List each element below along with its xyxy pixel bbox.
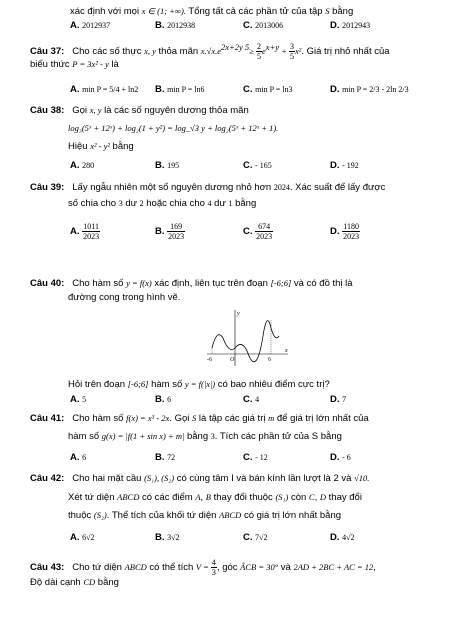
q40-stem — [30, 277, 353, 290]
x-label: x — [285, 348, 288, 354]
question-label: Câu 38: — [30, 105, 65, 116]
text: đường cong trong hình vẽ. — [68, 292, 181, 303]
q38-line3 — [68, 140, 134, 153]
math-number: 2 — [139, 199, 144, 208]
math-exponent: 2x+2y 5 — [221, 42, 250, 52]
q38-equation — [68, 122, 278, 135]
option-key: A. — [70, 226, 80, 238]
math-condition: x.√x.e — [200, 46, 222, 57]
text: thuộc — [68, 510, 94, 521]
text: dư — [211, 198, 229, 209]
text: có cùng tâm I và bán kính lần lượt là 2 và — [174, 473, 355, 484]
q41-option-a[interactable] — [70, 452, 86, 464]
text: , — [373, 562, 376, 574]
option-key: C. — [243, 452, 253, 463]
text: bằng — [184, 431, 211, 442]
option-key: B. — [155, 20, 165, 31]
text: Xét tứ diện — [68, 492, 118, 503]
q41-stem — [30, 412, 369, 425]
math-function: g(x) = |f(1 + sin x) + m| — [101, 431, 185, 441]
text: xác định với mọi — [70, 6, 140, 17]
q40-option-c[interactable] — [243, 394, 259, 406]
question-label: Câu 37: — [30, 46, 65, 58]
option-value: min P = 2/3 - 2ln 2/3 — [342, 85, 409, 94]
question-label: Câu 39: — [30, 182, 65, 193]
q39-option-b[interactable] — [155, 222, 185, 241]
question-label: Câu 41: — [30, 413, 65, 424]
q38-option-d[interactable] — [330, 160, 359, 172]
math-expression: x² - y² — [90, 141, 110, 151]
q40-option-b[interactable] — [155, 394, 171, 406]
q40-line2 — [68, 292, 180, 304]
option-fraction — [342, 222, 360, 241]
q38-stem — [30, 104, 249, 117]
text: bằng — [329, 6, 354, 17]
option-value: 72 — [167, 453, 176, 462]
text: hàm số — [148, 379, 185, 390]
option-fraction — [82, 222, 100, 241]
option-value: 7 — [342, 395, 347, 404]
q43-stem — [30, 558, 376, 577]
option-value: 195 — [167, 161, 180, 170]
math-number: 1 — [228, 199, 233, 208]
q42-stem — [30, 472, 369, 485]
math-equation: log₃(5ˣ + 12ˣ) + log₂(1 + y²) = log_√3 y + log₂(5ˣ + 12ˣ + 1). — [68, 123, 279, 133]
text: Tổng tất cả các phần tử của tập — [185, 6, 326, 17]
q41-option-c[interactable] — [243, 452, 268, 464]
math-param: m — [268, 413, 275, 423]
math: A — [195, 492, 201, 502]
math-interval: [-6;6] — [127, 379, 149, 389]
q36-option-c[interactable] — [243, 20, 283, 32]
y-label: y — [237, 311, 240, 317]
numerator: 674 — [255, 222, 273, 232]
text: biểu thức — [30, 59, 73, 70]
q41-option-d[interactable] — [330, 452, 351, 464]
math: (S₁) — [275, 492, 289, 502]
q42-line2 — [68, 491, 362, 504]
math: V = — [195, 562, 211, 573]
numerator: 1011 — [83, 222, 99, 231]
option-value: 2012943 — [342, 21, 371, 30]
option-key: C. — [243, 532, 253, 543]
text: Cho các số thực — [72, 46, 145, 58]
q38-option-a[interactable] — [70, 160, 94, 172]
option-key: C. — [243, 84, 253, 95]
option-key: D. — [330, 452, 340, 463]
text: bằng — [232, 198, 257, 209]
text: thay đổi thuộc — [211, 492, 276, 503]
option-key: B. — [155, 160, 165, 171]
option-key: D. — [330, 160, 340, 171]
option-value: 4 — [255, 395, 260, 404]
denominator: 2023 — [256, 232, 273, 241]
text: . Tích các phần tử của S bằng — [214, 431, 342, 442]
math-function: f(x) = x³ - 2x — [126, 413, 170, 423]
option-value: - 192 — [342, 161, 359, 170]
text: để giá trị lớn nhất của — [274, 413, 369, 424]
text: Hỏi trên đoạn — [68, 379, 128, 390]
math: B — [205, 492, 211, 502]
math-domain: x ∈ (1; +∞). — [141, 6, 186, 16]
text: . Giá trị nhỏ nhất của — [301, 46, 390, 58]
math-rhs: ≥ — [249, 46, 256, 57]
text: , — [200, 492, 206, 503]
q39-line2 — [68, 198, 256, 210]
text: có bao nhiêu điểm cực trị? — [215, 379, 330, 390]
text: Cho hàm số — [72, 278, 127, 289]
option-key: C. — [243, 394, 253, 405]
q41-option-b[interactable] — [155, 452, 175, 464]
question-label: Câu 42: — [30, 473, 65, 484]
q38-option-b[interactable] — [155, 160, 179, 172]
option-key: A. — [70, 394, 80, 405]
text: . Thể tích của khối tứ diện — [106, 510, 220, 521]
q39-stem — [30, 182, 385, 194]
text: và — [278, 562, 294, 574]
option-key: C. — [243, 20, 253, 31]
option-key: C. — [243, 226, 253, 238]
text: thỏa mãn — [155, 46, 201, 58]
denominator: 2023 — [168, 232, 185, 241]
origin-label: O — [230, 357, 235, 363]
math: e — [261, 46, 266, 57]
q37-option-b[interactable] — [155, 84, 204, 96]
text: và có đồ thị là — [291, 278, 353, 289]
option-key: A. — [70, 84, 80, 95]
text: Cho tứ diện — [72, 562, 125, 574]
q37-option-a[interactable] — [70, 84, 138, 96]
text: bằng — [109, 141, 134, 152]
question-label: Câu 40: — [30, 278, 65, 289]
text: Gọi — [72, 105, 90, 116]
q40-option-d[interactable] — [330, 394, 346, 406]
math-spheres: (S₁), (S₂) — [144, 473, 175, 483]
math-number: 3 — [210, 432, 215, 441]
q39-option-a[interactable] — [70, 222, 100, 241]
option-value: 4√2 — [342, 533, 355, 542]
option-value: - 165 — [255, 161, 272, 170]
option-key: A. — [70, 532, 80, 543]
q39-option-c[interactable] — [243, 222, 273, 241]
text: số chia cho — [68, 198, 119, 209]
option-key: A. — [70, 160, 80, 171]
q37-option-c[interactable] — [243, 84, 292, 96]
math: CD — [83, 577, 96, 587]
option-key: C. — [243, 160, 253, 171]
option-value: 6 — [82, 453, 87, 462]
math-set: S — [325, 6, 330, 16]
option-key: D. — [330, 394, 340, 405]
option-key: B. — [155, 452, 165, 463]
math-angle: ÂCB = 30° — [240, 562, 279, 573]
option-value: 2012938 — [167, 21, 196, 30]
option-value: 3√2 — [167, 533, 180, 542]
text: Hiệu — [68, 141, 91, 152]
math-function: y = f(x) — [126, 278, 152, 288]
math: ABCD — [219, 510, 242, 520]
option-value: 7√2 — [255, 533, 268, 542]
q36-option-d[interactable] — [330, 20, 370, 32]
text: còn — [288, 492, 309, 503]
q37-option-d[interactable] — [330, 84, 409, 96]
q40-question — [68, 378, 330, 391]
option-key: B. — [155, 226, 165, 238]
q42-option-c[interactable] — [243, 532, 268, 544]
q41-line2 — [68, 430, 342, 443]
question-label: Câu 43: — [30, 562, 65, 574]
text: xác định, liên tục trên đoạn — [151, 278, 271, 289]
option-value: 2012937 — [82, 21, 111, 30]
option-value: 5 — [82, 395, 87, 404]
option-key: B. — [155, 84, 165, 95]
text: có thể tích — [146, 562, 196, 574]
text: có giá trị lớn nhất bằng — [241, 510, 342, 521]
text: dư — [122, 198, 140, 209]
text: Cho hai mặt cầu — [72, 473, 145, 484]
text: , góc — [216, 562, 241, 574]
math: (S₂) — [93, 510, 107, 520]
text: . Xác suất để lấy được — [289, 182, 386, 193]
text: là các số nguyên dương thỏa mãn — [101, 105, 249, 116]
denominator: 3 — [211, 568, 216, 577]
text: thay đổi — [326, 492, 362, 503]
option-value: 2013006 — [255, 21, 284, 30]
math-vars: x, y — [144, 46, 156, 57]
numerator: 169 — [167, 222, 185, 232]
option-value: 6√2 — [82, 533, 95, 542]
tick-minus-6: -6 — [207, 357, 212, 363]
math-function: y = f(|x|) — [184, 379, 216, 389]
function-graph — [205, 308, 290, 368]
option-key: B. — [155, 532, 165, 543]
option-key: A. — [70, 20, 80, 31]
denominator: 2023 — [343, 232, 360, 241]
text: Cho hàm số — [72, 413, 127, 424]
math: C — [308, 492, 315, 502]
fraction-2-5: $\frac{2}{5}$ — [256, 42, 261, 62]
text: là — [108, 59, 119, 70]
option-key: D. — [330, 20, 340, 31]
text: là tập các giá trị — [196, 413, 269, 424]
q36-option-b[interactable] — [155, 20, 195, 32]
option-value: min P = ln6 — [167, 85, 205, 94]
text: hàm số — [68, 431, 102, 442]
q36-option-a[interactable] — [70, 20, 110, 32]
math: ABCD — [117, 492, 140, 502]
option-key: D. — [330, 532, 340, 543]
q42-line3 — [68, 509, 341, 522]
text: . Gọi — [169, 413, 193, 424]
option-fraction — [255, 222, 273, 241]
q42-option-b[interactable] — [155, 532, 180, 544]
math-set: S — [192, 413, 197, 423]
option-fraction — [167, 222, 185, 241]
option-value: min P = ln3 — [255, 85, 293, 94]
q36-tail — [70, 5, 353, 18]
math: D — [319, 492, 327, 502]
q42-option-d[interactable] — [330, 532, 355, 544]
text: có các điểm — [139, 492, 196, 503]
math-interval: [-6;6] — [270, 278, 292, 288]
math-exponent: x+y — [265, 42, 280, 52]
tick-6: 6 — [268, 357, 271, 363]
q43-line2 — [30, 576, 119, 589]
q42-option-a[interactable] — [70, 532, 95, 544]
option-key: A. — [70, 452, 80, 463]
math-equation: 2AD + 2BC + AC = 12 — [293, 562, 374, 573]
math: ABCD — [124, 562, 147, 573]
option-value: - 6 — [342, 453, 351, 462]
math-expression: P = 3x² - y — [72, 59, 109, 69]
numerator: 4 — [211, 558, 216, 567]
option-value: 6 — [167, 395, 172, 404]
math-number: 4 — [207, 199, 212, 208]
option-key: D. — [330, 84, 340, 95]
q37-line2 — [30, 58, 119, 71]
option-value: min P = 5/4 + ln2 — [82, 85, 139, 94]
option-value: 280 — [82, 161, 95, 170]
option-key: D. — [330, 226, 340, 238]
math: + — [279, 46, 290, 57]
text: bằng — [95, 577, 119, 588]
fraction-3-5: $\frac{3}{5}$ — [290, 42, 295, 62]
math-number: 2024 — [273, 183, 290, 192]
q38-option-c[interactable] — [243, 160, 272, 172]
text: , — [314, 492, 320, 503]
q39-option-d[interactable] — [330, 222, 360, 241]
text: hoặc chia cho — [143, 198, 208, 209]
math-vars: x, y — [89, 105, 102, 115]
option-value: - 12 — [255, 453, 268, 462]
denominator: 2023 — [83, 232, 100, 241]
text: Độ dài cạnh — [30, 577, 84, 588]
curve — [212, 321, 279, 362]
math: x² — [295, 46, 302, 57]
numerator: 1180 — [343, 222, 359, 231]
q40-option-a[interactable] — [70, 394, 86, 406]
math-number: 3 — [118, 199, 123, 208]
math-radius: √10. — [354, 473, 370, 483]
text: Lấy ngẫu nhiên một số nguyên dương nhỏ hơn — [72, 182, 274, 193]
option-key: B. — [155, 394, 165, 405]
